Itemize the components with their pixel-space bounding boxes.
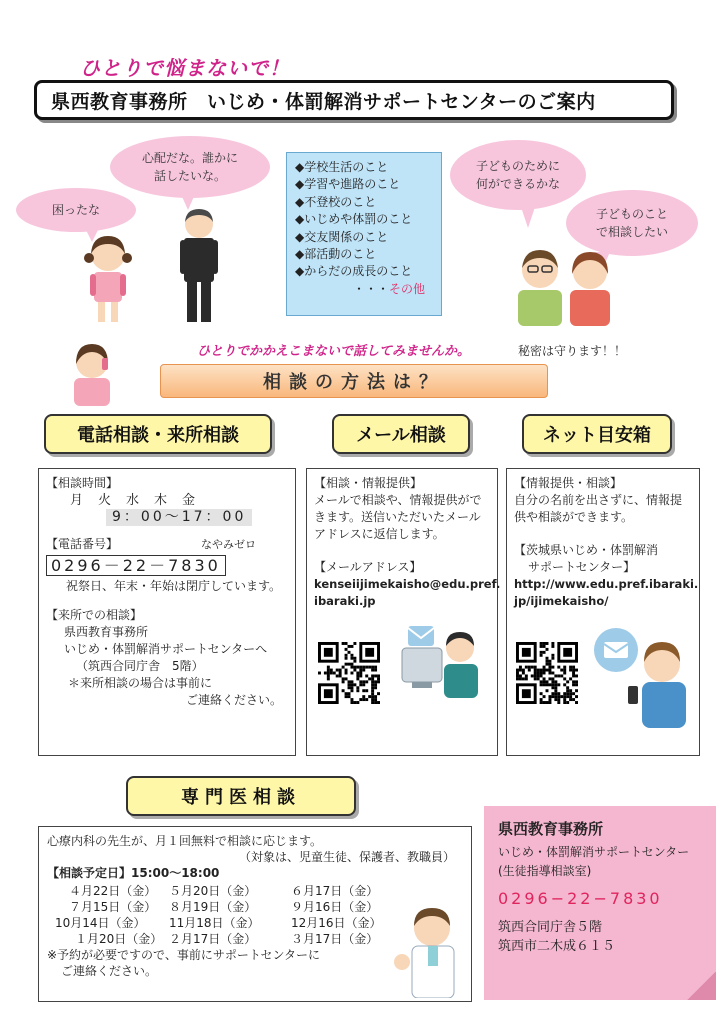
topic-item: ◆いじめや体罰のこと bbox=[295, 212, 413, 227]
date-cell: ７月15日（金） bbox=[69, 900, 157, 914]
contact-org: 県西教育事務所 bbox=[498, 820, 604, 838]
bubble-boy bbox=[110, 136, 270, 198]
mail-address-label: 【メールアドレス】 bbox=[314, 560, 422, 574]
bubble-parent1 bbox=[450, 140, 586, 210]
topic-item: ◆からだの成長のこと bbox=[295, 264, 413, 279]
visit-line: 県西教育事務所 bbox=[64, 625, 149, 639]
parents-illustration bbox=[512, 246, 618, 326]
girl-illustration bbox=[80, 232, 136, 328]
date-cell: 10月14日（金） bbox=[55, 916, 146, 930]
net-text: 自分の名前を出さずに、情報提 bbox=[514, 493, 683, 507]
bubble-parent1-line1: 子どものために bbox=[475, 159, 560, 173]
bubble-parent1-line2: 何ができるかな bbox=[475, 177, 560, 191]
bubble-boy-line2: 話したいな。 bbox=[153, 169, 226, 183]
contact-phone[interactable]: 0296−22−7830 bbox=[498, 889, 663, 908]
secret-note: 秘密は守ります！！ bbox=[518, 344, 627, 358]
weekdays: 月 火 水 木 金 bbox=[70, 493, 197, 508]
doctor-illustration bbox=[392, 906, 464, 998]
specialist-schedule-label: 【相談予定日】15:00～18:00 bbox=[47, 866, 220, 880]
visit-line: ＊来所相談の場合は事前に bbox=[68, 676, 213, 690]
mail-address[interactable]: ibaraki.jp bbox=[314, 594, 376, 608]
net-qr-code[interactable] bbox=[516, 642, 578, 704]
date-cell: ３月17日（金） bbox=[291, 932, 379, 946]
specialist-note: ※予約が必要ですので、事前にサポートセンターに bbox=[47, 948, 320, 962]
slogan: ひとりでかかえこまないで話してみませんか。 bbox=[197, 344, 471, 359]
phone-girl-illustration bbox=[66, 340, 118, 406]
contact-center: いじめ・体罰解消サポートセンター bbox=[498, 845, 690, 859]
hours-label: 【相談時間】 bbox=[46, 476, 119, 490]
specialist-heading: 専門医相談 bbox=[126, 776, 356, 816]
date-cell: ８月19日（金） bbox=[169, 900, 257, 914]
date-cell: 12月16日（金） bbox=[291, 916, 382, 930]
boy-illustration bbox=[176, 206, 222, 328]
topics-box bbox=[286, 152, 442, 316]
phone-nickname: なやみゼロ bbox=[201, 538, 256, 551]
mail-label: 【相談・情報提供】 bbox=[314, 476, 423, 490]
contact-building: 筑西合同庁舎５階 bbox=[498, 920, 603, 935]
closed-note: 祝祭日、年末・年始は閉庁しています。 bbox=[66, 579, 282, 593]
method-banner: 相談の方法は？ bbox=[160, 364, 548, 398]
net-heading: ネット目安箱 bbox=[522, 414, 672, 454]
date-cell: ５月20日（金） bbox=[169, 884, 257, 898]
date-row bbox=[47, 883, 463, 899]
bubble-parent2-line2: で相談したい bbox=[595, 225, 668, 239]
net-label: 【情報提供・相談】 bbox=[514, 476, 623, 490]
mail-heading: メール相談 bbox=[332, 414, 470, 454]
date-cell: ２月17日（金） bbox=[169, 932, 257, 946]
catchphrase: ひとりで悩まないで！ bbox=[80, 56, 290, 80]
bubble-girl bbox=[16, 188, 136, 232]
contact-box bbox=[484, 806, 716, 1000]
topic-other-label: その他 bbox=[389, 281, 426, 296]
contact-page-curl bbox=[686, 972, 716, 1000]
visit-label: 【来所での相談】 bbox=[46, 608, 143, 622]
topic-other-prefix: ・・・ bbox=[353, 281, 390, 296]
bubble-girl-text: 困ったな bbox=[51, 203, 100, 217]
date-cell: ９月16日（金） bbox=[291, 900, 379, 914]
hours-value: 9：00～17：00 bbox=[106, 509, 252, 526]
visit-line: （筑西合同庁舎 5階） bbox=[76, 659, 204, 673]
bubble-boy-line1: 心配だな。誰かに bbox=[141, 151, 238, 165]
topic-item: ◆学校生活のこと bbox=[295, 160, 389, 174]
page-title: 県西教育事務所 いじめ・体罰解消サポートセンターのご案内 bbox=[34, 80, 674, 120]
visit-line: いじめ・体罰解消サポートセンターへ bbox=[64, 642, 268, 656]
date-cell: 11月18日（金） bbox=[169, 916, 260, 930]
net-text: 供や相談ができます。 bbox=[514, 510, 634, 524]
phone-visit-heading: 電話相談・来所相談 bbox=[44, 414, 272, 454]
phone-visit-panel bbox=[38, 468, 296, 756]
visit-line: ご連絡ください。 bbox=[186, 693, 283, 707]
smartphone-user-illustration bbox=[590, 626, 694, 728]
specialist-note: ご連絡ください。 bbox=[61, 964, 158, 978]
topic-item: ◆不登校のこと bbox=[295, 194, 377, 209]
net-url[interactable]: http://www.edu.pref.ibaraki. bbox=[514, 577, 699, 591]
mail-qr-code[interactable] bbox=[318, 642, 380, 704]
phone-number[interactable]: 0296－22－7830 bbox=[46, 555, 226, 576]
contact-address: 筑西市二木成６１５ bbox=[498, 939, 616, 954]
topic-item: ◆部活動のこと bbox=[295, 247, 377, 262]
net-url[interactable]: jp/ijimekaisho/ bbox=[514, 594, 609, 608]
mail-text: アドレスに返信します。 bbox=[314, 527, 445, 541]
topic-item: ◆学習や進路のこと bbox=[295, 177, 401, 192]
bubble-parent2-line1: 子どものこと bbox=[595, 207, 668, 221]
date-cell: ４月22日（金） bbox=[69, 884, 157, 898]
bubble-parent1-tail bbox=[520, 204, 536, 228]
net-site-label: 【茨城県いじめ・体罰解消 bbox=[514, 543, 659, 557]
mail-text: きます。送信いただいたメール bbox=[314, 510, 481, 524]
date-cell: １月20日（金） bbox=[75, 932, 163, 946]
mail-panel bbox=[306, 468, 501, 756]
computer-user-illustration bbox=[398, 622, 484, 702]
phone-label: 【電話番号】 bbox=[46, 537, 119, 551]
date-cell: ６月17日（金） bbox=[291, 884, 379, 898]
topic-other bbox=[295, 281, 433, 298]
mail-text: メールで相談や、情報提供がで bbox=[314, 493, 482, 507]
contact-room: (生徒指導相談室) bbox=[498, 864, 592, 878]
net-site-label: サポートセンター】 bbox=[528, 560, 636, 574]
specialist-target: （対象は、児童生徒、保護者、教職員） bbox=[239, 850, 456, 864]
topic-item: ◆交友関係のこと bbox=[295, 229, 389, 244]
mail-address[interactable]: kenseiijimekaisho@edu.pref. bbox=[314, 577, 501, 591]
specialist-intro: 心療内科の先生が、月１回無料で相談に応じます。 bbox=[47, 834, 323, 848]
